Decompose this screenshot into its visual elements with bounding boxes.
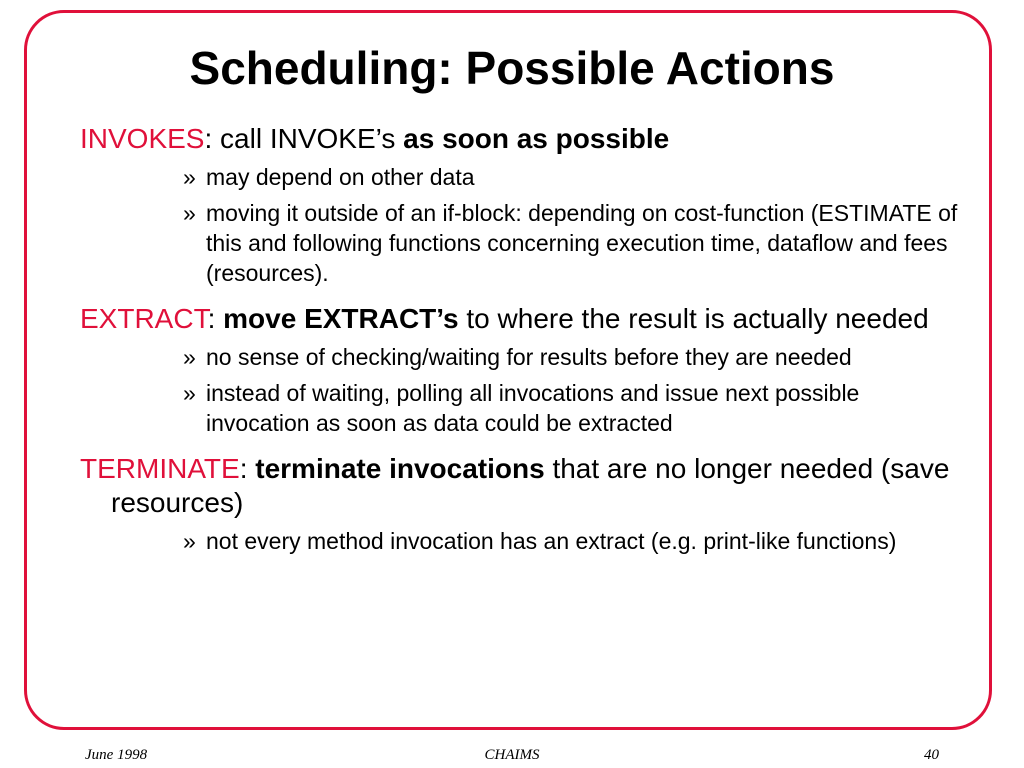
section-text-after: to where the result is actually needed [458,303,929,334]
bullet-glyph: » [183,164,196,190]
section-bold-text: terminate invocations [255,453,545,484]
bullet-text: may depend on other data [206,164,475,190]
bullet-glyph: » [183,344,196,370]
keyword-terminate: TERMINATE [80,453,240,484]
separator: : [204,123,221,154]
bullet-text: not every method invocation has an extract (e.g. print-like functions) [206,528,897,554]
bullet-glyph: » [183,528,196,554]
bullet-item [80,378,960,438]
keyword-extract: EXTRACT [80,303,208,334]
bullet-text: instead of waiting, polling all invocations and issue next possible invocation as soon as data could be extracted [206,380,860,436]
footer-page-number: 40 [924,747,939,763]
bullet-text: no sense of checking/waiting for results before they are needed [206,344,852,370]
section-text-after: that are no longer needed (save resources) [111,453,950,518]
bullet-item [80,198,960,288]
bullet-glyph: » [183,380,196,406]
section-invokes [80,122,960,156]
section-bold-text: move EXTRACT’s [223,303,459,334]
bullet-glyph: » [183,200,196,226]
section-text: call INVOKE’s [220,123,404,154]
bullet-item [80,342,960,372]
bullet-item [80,526,960,556]
separator: : [239,453,256,484]
separator: : [207,303,224,334]
section-extract [80,302,960,336]
bullet-text: moving it outside of an if-block: depending on cost-function (ESTIMATE of this and following functions concerning execution time, dataflow and fees (resources). [206,200,958,286]
footer-date: June 1998 [85,747,148,763]
slide-title: Scheduling: Possible Actions [189,42,835,94]
section-terminate [80,452,960,520]
bullet-item [80,162,960,192]
section-bold-text: as soon as possible [403,123,670,154]
keyword-invokes: INVOKES [80,123,205,154]
slide-content [80,122,960,556]
footer-title: CHAIMS [484,747,540,763]
